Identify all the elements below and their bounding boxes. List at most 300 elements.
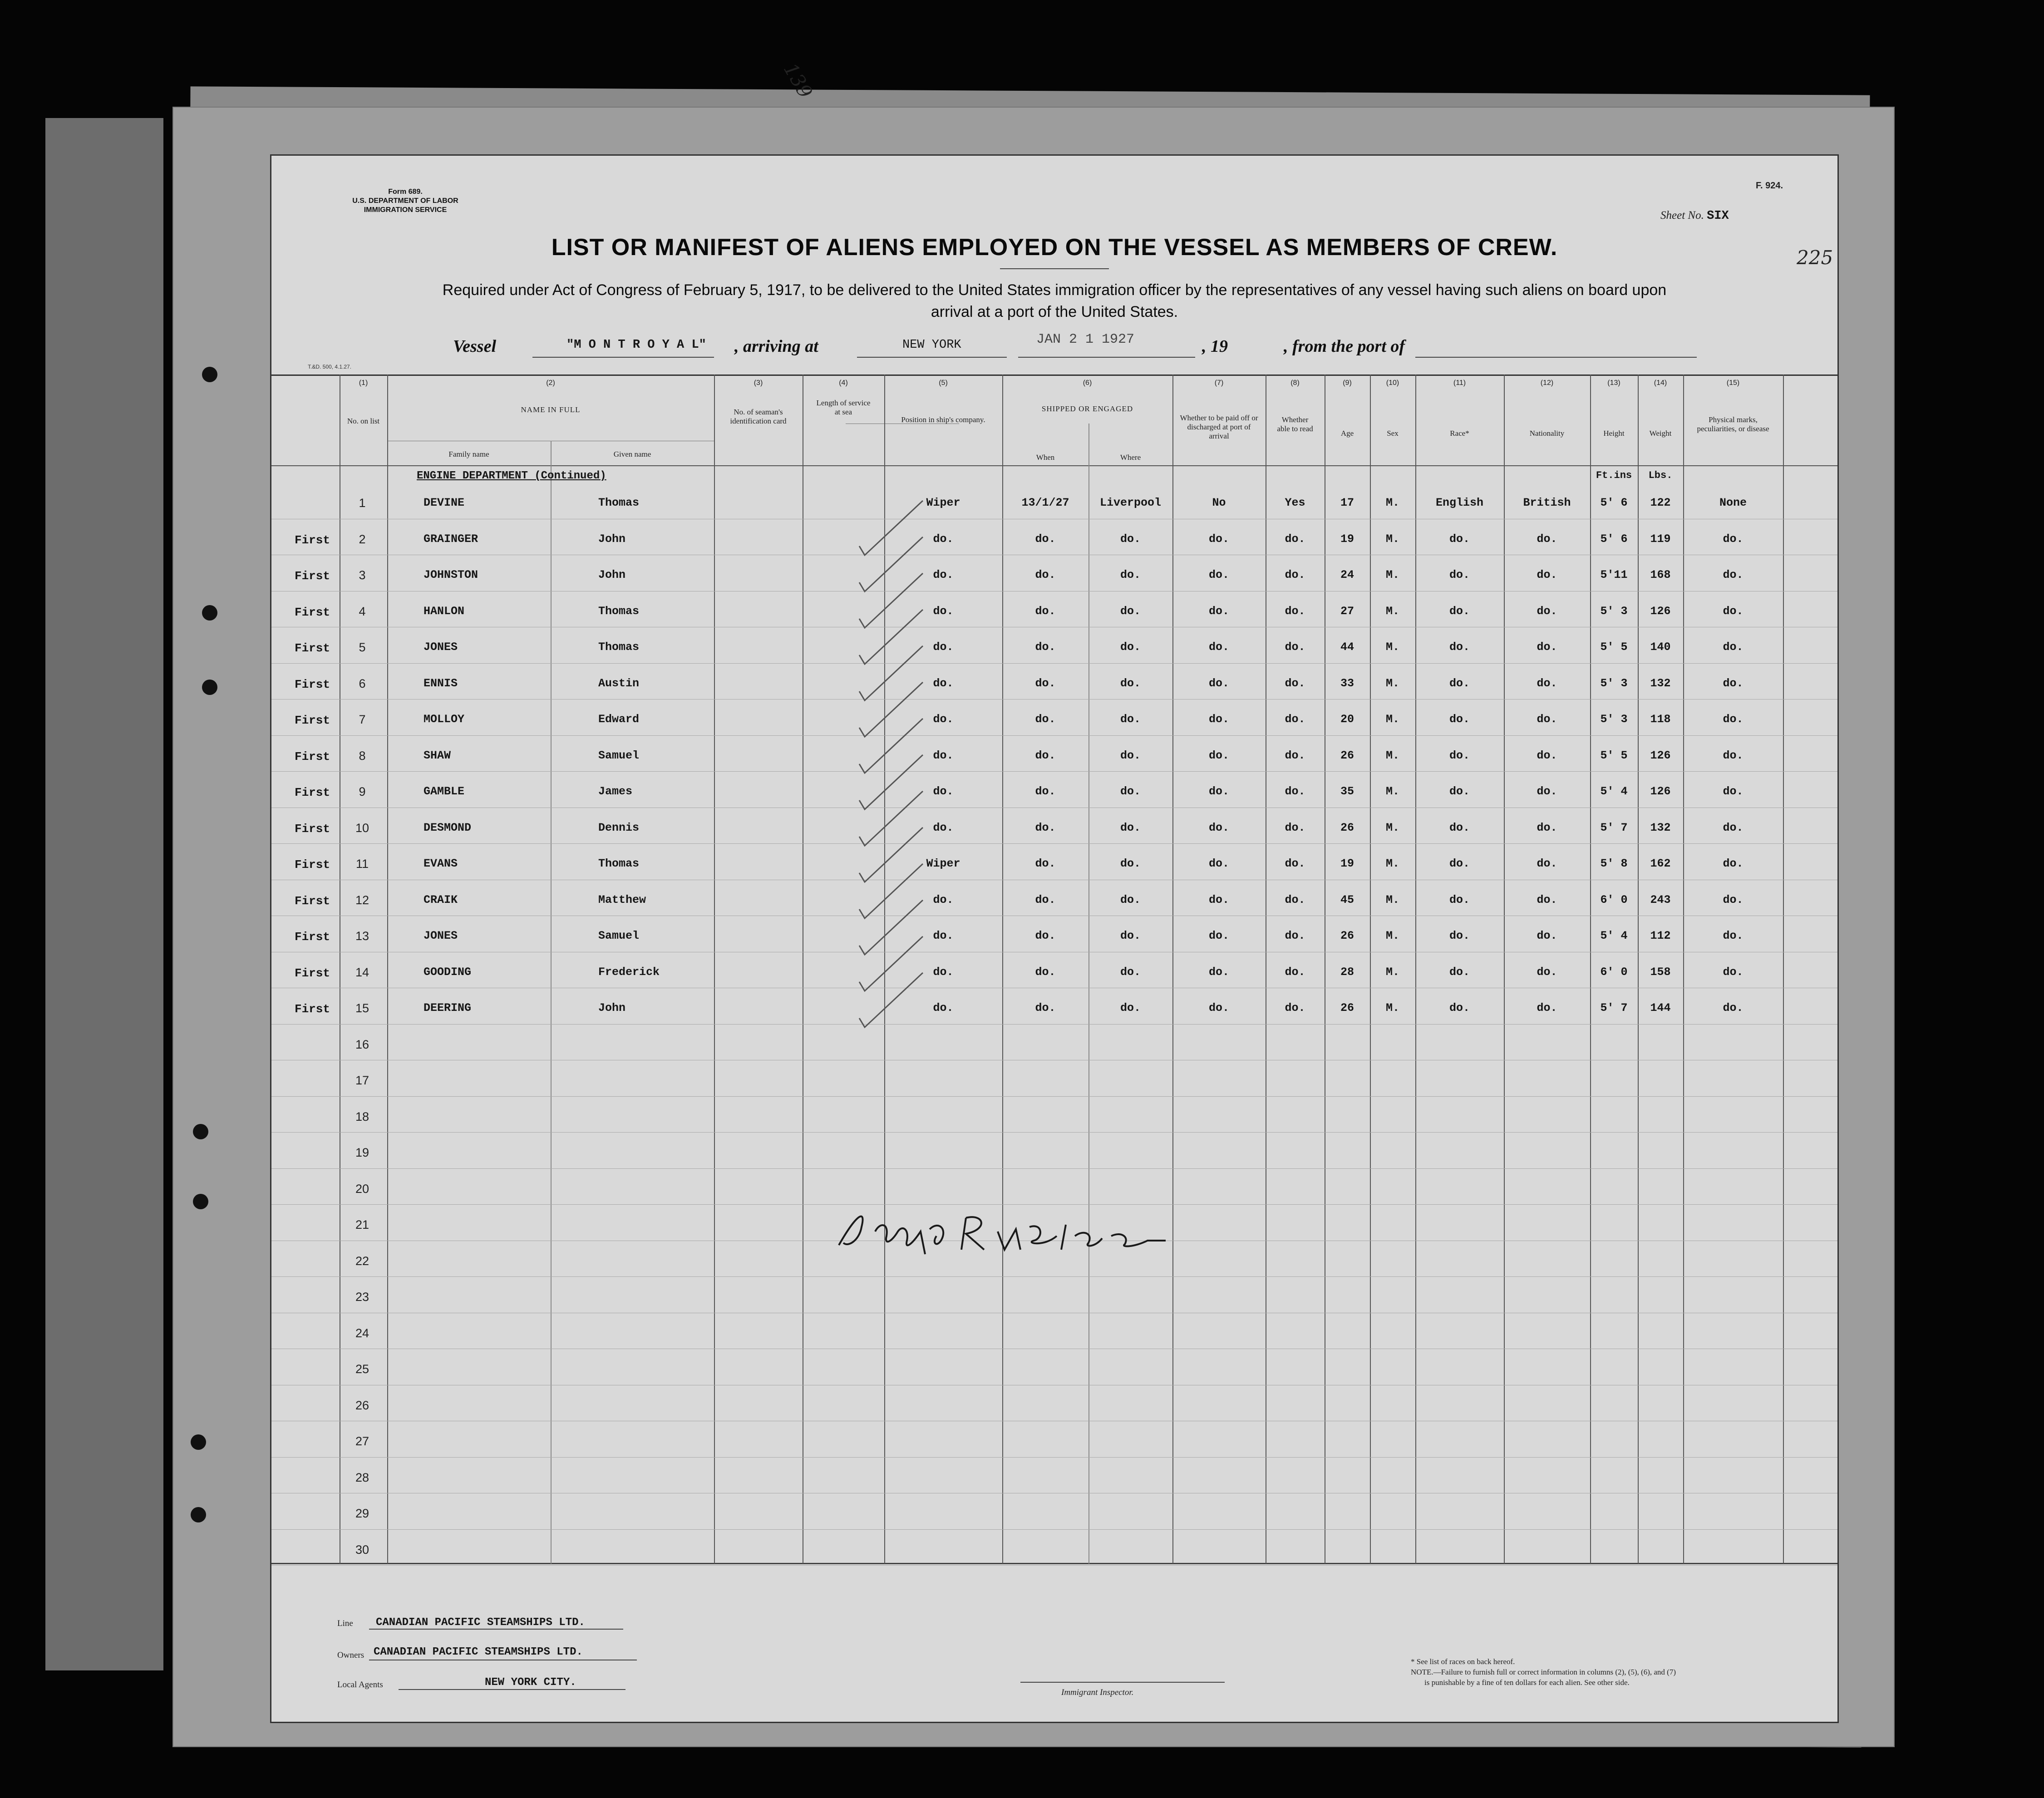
row-number: 25 — [355, 1362, 369, 1376]
col-number: (13) — [1607, 379, 1620, 387]
cell-sex: M. — [1385, 821, 1399, 834]
cell-height: 6' 0 — [1600, 965, 1628, 979]
cell-height: 5' 6 — [1600, 496, 1628, 509]
col-divider — [1088, 424, 1089, 1564]
arriving-label: , arriving at — [734, 337, 818, 356]
cell-nat: do. — [1537, 893, 1557, 906]
cell-family: CRAIK — [424, 893, 458, 906]
cell-weight: 158 — [1650, 965, 1671, 979]
cell-position: do. — [933, 749, 954, 762]
cell-marks: do. — [1723, 857, 1744, 870]
owners-label: Owners — [337, 1650, 364, 1660]
cell-paid: do. — [1208, 568, 1229, 581]
cell-given: Matthew — [598, 893, 646, 906]
cell-sex: M. — [1385, 713, 1399, 726]
row-rule — [271, 1276, 1837, 1277]
cell-weight: 112 — [1650, 929, 1671, 942]
cell-sex: M. — [1385, 496, 1399, 509]
cell-given: Samuel — [598, 749, 640, 762]
col-header-age: Age — [1340, 429, 1354, 438]
inspector-underline — [1020, 1682, 1225, 1683]
cell-weight: 126 — [1650, 604, 1671, 618]
cell-when: do. — [1035, 857, 1056, 870]
cell-weight: 122 — [1650, 496, 1671, 509]
cell-paid: do. — [1208, 893, 1229, 906]
col-header-no: No. on list — [347, 417, 380, 425]
cell-age: 45 — [1340, 893, 1354, 906]
date-underline — [1018, 357, 1195, 358]
cell-paid: do. — [1208, 676, 1229, 690]
cell-family: GRAINGER — [424, 532, 478, 546]
cell-weight: 168 — [1650, 568, 1671, 581]
cell-age: 20 — [1340, 713, 1354, 726]
col-divider — [714, 374, 715, 1564]
cell-age: 24 — [1340, 568, 1354, 581]
cell-paid: do. — [1208, 929, 1229, 942]
cell-weight: 126 — [1650, 749, 1671, 762]
cell-race: do. — [1449, 929, 1470, 942]
cell-read: do. — [1285, 640, 1305, 654]
cell-position: Wiper — [926, 857, 960, 870]
cell-age: 19 — [1340, 857, 1354, 870]
row-number: 13 — [355, 929, 369, 943]
vessel-label: Vessel — [453, 337, 496, 356]
subhead-when: When — [1036, 453, 1055, 462]
cell-paid: do. — [1208, 749, 1229, 762]
col-number: (3) — [754, 379, 763, 387]
col-header-id-card: No. of seaman's identification card — [730, 408, 787, 425]
cell-when: do. — [1035, 568, 1056, 581]
department-name: U.S. DEPARTMENT OF LABOR — [352, 197, 458, 205]
service-name: IMMIGRATION SERVICE — [364, 206, 447, 214]
cell-where: do. — [1120, 604, 1141, 618]
cell-race: do. — [1449, 857, 1470, 870]
cell-read: do. — [1285, 749, 1305, 762]
cell-where: do. — [1120, 929, 1141, 942]
cell-marks: do. — [1723, 893, 1744, 906]
cell-when: do. — [1035, 893, 1056, 906]
cell-where: do. — [1120, 965, 1141, 979]
form-header — [330, 187, 480, 215]
cell-marks: None — [1719, 496, 1747, 509]
cell-when: do. — [1035, 640, 1056, 654]
row-number: 21 — [355, 1218, 369, 1232]
cell-position: do. — [933, 568, 954, 581]
col-divider — [387, 374, 388, 1564]
cell-family: EVANS — [424, 857, 458, 870]
cell-paid: do. — [1208, 965, 1229, 979]
cell-weight: 144 — [1650, 1001, 1671, 1015]
from-port-underline — [1415, 357, 1697, 358]
cell-read: Yes — [1285, 496, 1305, 509]
cell-race: do. — [1449, 821, 1470, 834]
handwritten-folio: 139 — [779, 59, 817, 102]
cell-marks: do. — [1723, 713, 1744, 726]
passenger-class: First — [294, 1002, 330, 1016]
cell-where: do. — [1120, 893, 1141, 906]
cell-family: ENNIS — [424, 676, 458, 690]
cell-paid: do. — [1208, 785, 1229, 798]
sheet-number — [1660, 209, 1729, 223]
cell-given: Frederick — [598, 965, 660, 979]
cell-family: MOLLOY — [424, 713, 465, 726]
passenger-class: First — [294, 749, 330, 764]
cell-sex: M. — [1385, 604, 1399, 618]
cell-paid: do. — [1208, 713, 1229, 726]
row-number: 24 — [355, 1326, 369, 1340]
cell-weight: 132 — [1650, 821, 1671, 834]
cell-height: 5' 5 — [1600, 640, 1628, 654]
col-number: (10) — [1386, 379, 1399, 387]
cell-where: do. — [1120, 1001, 1141, 1015]
cell-nat: do. — [1537, 676, 1557, 690]
cell-weight: 126 — [1650, 785, 1671, 798]
cell-where: do. — [1120, 713, 1141, 726]
footnote-penalty: NOTE.—Failure to furnish full or correct information in columns (2), (5), (6), and (7) — [1411, 1668, 1676, 1676]
cell-marks: do. — [1723, 965, 1744, 979]
cell-nat: do. — [1537, 821, 1557, 834]
binder-hole — [191, 1434, 206, 1450]
binder-hole — [202, 367, 217, 382]
cell-height: 5' 6 — [1600, 532, 1628, 546]
passenger-class: First — [294, 930, 330, 944]
cell-given: John — [598, 532, 626, 546]
cell-race: do. — [1449, 749, 1470, 762]
cell-nat: British — [1523, 496, 1571, 509]
col-header-name: NAME IN FULL — [521, 405, 581, 414]
form-number: Form 689. — [388, 188, 423, 196]
binder-hole — [202, 680, 217, 695]
cell-age: 33 — [1340, 676, 1354, 690]
cell-position: do. — [933, 676, 954, 690]
cell-marks: do. — [1723, 640, 1744, 654]
footnote-penalty-2: is punishable by a fine of ten dollars for each alien. See other side. — [1424, 1678, 1630, 1687]
cell-race: do. — [1449, 1001, 1470, 1015]
cell-where: do. — [1120, 532, 1141, 546]
binder-hole — [193, 1194, 208, 1209]
row-number: 27 — [355, 1434, 369, 1448]
row-number: 15 — [355, 1001, 369, 1015]
table-bottom-border — [271, 1563, 1837, 1564]
row-rule — [271, 735, 1837, 736]
passenger-class: First — [294, 786, 330, 799]
cell-read: do. — [1285, 604, 1305, 618]
line-value: CANADIAN PACIFIC STEAMSHIPS LTD. — [376, 1616, 585, 1629]
agents-underline — [399, 1689, 626, 1690]
col-header-race: Race* — [1450, 429, 1469, 438]
cell-age: 26 — [1340, 929, 1354, 942]
row-number: 5 — [359, 640, 366, 654]
row-number: 16 — [355, 1037, 369, 1051]
cell-nat: do. — [1537, 532, 1557, 546]
passenger-class: First — [294, 714, 330, 727]
col-divider — [551, 441, 552, 1564]
table-top-border — [271, 374, 1837, 376]
cell-height: 5' 7 — [1600, 821, 1628, 834]
cell-when: do. — [1035, 929, 1056, 942]
cell-height: 5'11 — [1600, 568, 1628, 581]
cell-marks: do. — [1723, 532, 1744, 546]
year-label: , 19 — [1202, 337, 1228, 356]
cell-sex: M. — [1385, 785, 1399, 798]
subhead-where: Where — [1120, 453, 1141, 462]
col-number: (9) — [1343, 379, 1352, 387]
row-number: 1 — [359, 496, 366, 510]
row-rule — [271, 1168, 1837, 1169]
sheet-label: Sheet No. — [1660, 209, 1704, 222]
cell-height: 5' 4 — [1600, 785, 1628, 798]
row-rule — [271, 843, 1837, 844]
row-number: 20 — [355, 1182, 369, 1196]
row-number: 30 — [355, 1542, 369, 1557]
cell-race: do. — [1449, 640, 1470, 654]
cell-where: do. — [1120, 857, 1141, 870]
cell-where: Liverpool — [1099, 496, 1162, 509]
cell-age: 17 — [1340, 496, 1354, 509]
cell-age: 28 — [1340, 965, 1354, 979]
cell-where: do. — [1120, 640, 1141, 654]
row-number: 4 — [359, 604, 366, 618]
cell-when: do. — [1035, 532, 1056, 546]
unit-label: Lbs. — [1648, 470, 1673, 481]
cell-family: JONES — [424, 929, 458, 942]
row-number: 12 — [355, 893, 369, 907]
line-label: Line — [337, 1619, 353, 1628]
cell-paid: No — [1212, 496, 1226, 509]
cell-family: GOODING — [424, 965, 472, 979]
section-label: ENGINE DEPARTMENT (Continued) — [417, 470, 606, 482]
cell-paid: do. — [1208, 821, 1229, 834]
col-header-paid-off: Whether to be paid off or discharged at port of arrival — [1180, 414, 1258, 440]
cell-sex: M. — [1385, 640, 1399, 654]
title-rule — [1000, 268, 1109, 269]
row-number: 9 — [359, 785, 366, 798]
col-header-nationality: Nationality — [1529, 429, 1565, 438]
cell-age: 35 — [1340, 785, 1354, 798]
row-rule — [271, 1565, 1837, 1566]
cell-given: Austin — [598, 676, 640, 690]
row-rule — [271, 663, 1837, 664]
cell-nat: do. — [1537, 785, 1557, 798]
col-number: (1) — [359, 379, 368, 387]
sheet-value: SIX — [1707, 209, 1729, 223]
row-number: 8 — [359, 749, 366, 763]
row-number: 11 — [355, 857, 369, 871]
cell-height: 6' 0 — [1600, 893, 1628, 906]
cell-nat: do. — [1537, 640, 1557, 654]
cell-race: do. — [1449, 604, 1470, 618]
subtitle-line-1: Required under Act of Congress of February 5, 1917, to be delivered to the United States immigration officer by the representatives of any vessel having such aliens on board upon — [442, 281, 1667, 299]
row-number: 6 — [359, 676, 366, 690]
cell-where: do. — [1120, 785, 1141, 798]
cell-paid: do. — [1208, 604, 1229, 618]
cell-nat: do. — [1537, 713, 1557, 726]
cell-race: do. — [1449, 965, 1470, 979]
cell-family: SHAW — [424, 749, 451, 762]
page-title: LIST OR MANIFEST OF ALIENS EMPLOYED ON THE VESSEL AS MEMBERS OF CREW. — [551, 234, 1558, 261]
row-rule — [271, 1024, 1837, 1025]
row-number: 28 — [355, 1470, 369, 1484]
cell-when: do. — [1035, 1001, 1056, 1015]
cell-when: do. — [1035, 713, 1056, 726]
manifest-sheet — [270, 59, 1839, 1723]
passenger-class: First — [294, 605, 330, 619]
col-number: (2) — [546, 379, 555, 387]
cell-weight: 132 — [1650, 676, 1671, 690]
cell-when: 13/1/27 — [1021, 496, 1069, 509]
cell-paid: do. — [1208, 857, 1229, 870]
inspector-label: Immigrant Inspector. — [1061, 1688, 1134, 1697]
col-number: (8) — [1290, 379, 1300, 387]
row-number: 7 — [359, 713, 366, 726]
page-subtitle — [340, 279, 1769, 323]
cell-family: GAMBLE — [424, 785, 465, 798]
cell-paid: do. — [1208, 1001, 1229, 1015]
cell-race: do. — [1449, 713, 1470, 726]
col-number: (7) — [1214, 379, 1224, 387]
row-number: 19 — [355, 1146, 369, 1159]
date-stamp: JAN 2 1 1927 — [1036, 332, 1135, 347]
col-header-shipped: SHIPPED OR ENGAGED — [1041, 404, 1133, 413]
cell-given: Samuel — [598, 929, 640, 942]
cell-sex: M. — [1385, 532, 1399, 546]
row-number: 3 — [359, 568, 366, 582]
cell-read: do. — [1285, 532, 1305, 546]
cell-position: do. — [933, 640, 954, 654]
cell-nat: do. — [1537, 604, 1557, 618]
binder-hole — [202, 605, 217, 621]
page-number: 225 — [1797, 246, 1833, 269]
cell-given: Thomas — [598, 496, 640, 509]
unit-label: Ft.ins — [1596, 470, 1632, 481]
subtitle-line-2: arrival at a port of the United States. — [931, 303, 1178, 320]
cell-given: Thomas — [598, 857, 640, 870]
cell-nat: do. — [1537, 965, 1557, 979]
passenger-class: First — [294, 641, 330, 655]
cell-paid: do. — [1208, 532, 1229, 546]
row-rule — [271, 1529, 1837, 1530]
form-code: F. 924. — [1756, 181, 1783, 191]
cell-read: do. — [1285, 785, 1305, 798]
local-agents-label: Local Agents — [337, 1680, 383, 1690]
cell-position: do. — [933, 965, 954, 979]
cell-family: JONES — [424, 640, 458, 654]
cell-given: Thomas — [598, 640, 640, 654]
owners-value: CANADIAN PACIFIC STEAMSHIPS LTD. — [374, 1646, 583, 1658]
row-number: 22 — [355, 1254, 369, 1268]
binder-hole — [191, 1507, 206, 1522]
cell-age: 44 — [1340, 640, 1354, 654]
col-number: (4) — [839, 379, 848, 387]
cell-age: 19 — [1340, 532, 1354, 546]
binder-hole — [193, 1124, 208, 1139]
row-number: 29 — [355, 1507, 369, 1520]
cell-sex: M. — [1385, 568, 1399, 581]
col-header-read: Whether able to read — [1277, 415, 1313, 433]
passenger-class: First — [294, 894, 330, 908]
cell-nat: do. — [1537, 929, 1557, 942]
tally-checkmarks — [841, 410, 1032, 1191]
passenger-class: First — [294, 677, 330, 691]
cell-height: 5' 7 — [1600, 1001, 1628, 1015]
row-rule — [271, 1457, 1837, 1458]
subhead-family-name: Family name — [448, 450, 489, 458]
cell-sex: M. — [1385, 965, 1399, 979]
cell-race: do. — [1449, 676, 1470, 690]
row-number: 17 — [355, 1074, 369, 1087]
cell-age: 26 — [1340, 1001, 1354, 1015]
cell-given: James — [598, 785, 633, 798]
col-number: (12) — [1540, 379, 1554, 387]
binder-strip — [45, 118, 163, 1670]
cell-weight: 243 — [1650, 893, 1671, 906]
cell-sex: M. — [1385, 749, 1399, 762]
cell-position: do. — [933, 1001, 954, 1015]
cell-position: do. — [933, 821, 954, 834]
cell-when: do. — [1035, 821, 1056, 834]
cell-height: 5' 3 — [1600, 713, 1628, 726]
cell-read: do. — [1285, 1001, 1305, 1015]
cell-race: do. — [1449, 532, 1470, 546]
cell-sex: M. — [1385, 893, 1399, 906]
cell-when: do. — [1035, 676, 1056, 690]
cell-marks: do. — [1723, 929, 1744, 942]
port-underline — [857, 357, 1007, 358]
col-number: (15) — [1726, 379, 1740, 387]
cell-sex: M. — [1385, 857, 1399, 870]
cell-where: do. — [1120, 676, 1141, 690]
passenger-class: First — [294, 966, 330, 980]
line-underline — [369, 1629, 623, 1630]
footnote-races: * See list of races on back hereof. — [1411, 1657, 1515, 1666]
cell-read: do. — [1285, 929, 1305, 942]
row-rule — [271, 1132, 1837, 1133]
cell-position: do. — [933, 785, 954, 798]
cell-family: JOHNSTON — [424, 568, 478, 581]
cell-race: do. — [1449, 785, 1470, 798]
row-number: 14 — [355, 965, 369, 979]
cell-when: do. — [1035, 749, 1056, 762]
local-agents-value: NEW YORK CITY. — [485, 1676, 576, 1689]
cell-age: 26 — [1340, 749, 1354, 762]
cell-read: do. — [1285, 568, 1305, 581]
row-number: 23 — [355, 1290, 369, 1304]
cell-given: John — [598, 1001, 626, 1015]
row-number: 2 — [359, 532, 366, 546]
passenger-class: First — [294, 858, 330, 872]
cell-marks: do. — [1723, 604, 1744, 618]
cell-given: Dennis — [598, 821, 640, 834]
cell-marks: do. — [1723, 568, 1744, 581]
subhead-given-name: Given name — [613, 450, 651, 458]
row-rule — [271, 771, 1837, 772]
cell-read: do. — [1285, 676, 1305, 690]
cell-where: do. — [1120, 568, 1141, 581]
cell-paid: do. — [1208, 640, 1229, 654]
col-number: (11) — [1453, 379, 1466, 387]
passenger-class: First — [294, 533, 330, 547]
cell-marks: do. — [1723, 1001, 1744, 1015]
passenger-class: First — [294, 569, 330, 583]
cell-weight: 162 — [1650, 857, 1671, 870]
cell-family: DEERING — [424, 1001, 472, 1015]
cell-nat: do. — [1537, 749, 1557, 762]
col-header-service: Length of service at sea — [816, 399, 871, 416]
cell-marks: do. — [1723, 785, 1744, 798]
cell-sex: M. — [1385, 929, 1399, 942]
cell-read: do. — [1285, 821, 1305, 834]
col-header-position: Position in ship's company. — [901, 415, 985, 424]
